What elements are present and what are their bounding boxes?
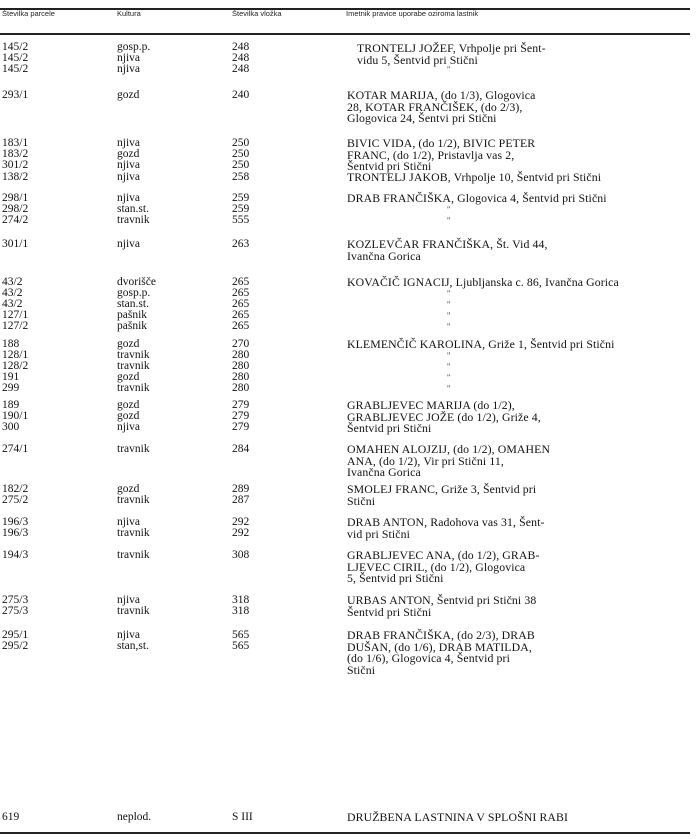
cell-kultura: gozd <box>117 89 140 101</box>
owner-line: Stični <box>347 493 376 508</box>
cell-kultura: dvorišče <box>117 276 156 288</box>
cell-vlozka: 250 <box>232 148 250 160</box>
ditto-mark: " <box>447 373 451 382</box>
cell-parcela: 183/1 <box>2 137 29 149</box>
ditto-mark: " <box>447 65 451 74</box>
cell-kultura: njiva <box>117 238 140 250</box>
owner-line: DRAB FRANČIŠKA, Glogovica 4, Šentvid pri Stični <box>347 191 607 205</box>
cell-kultura: travnik <box>117 382 150 394</box>
cell-parcela: 301/1 <box>2 238 29 250</box>
cell-parcela: 128/2 <box>2 360 29 372</box>
cell-parcela: 301/2 <box>2 159 29 171</box>
cell-vlozka: 265 <box>232 320 250 332</box>
owner-line: DUŠAN, (do 1/6), DRAB MATILDA, <box>347 639 532 654</box>
owner-line: (do 1/6), Glogovica 4, Šentvid pri <box>347 651 510 665</box>
cell-parcela: 183/2 <box>2 148 29 160</box>
cell-vlozka: 565 <box>232 640 250 652</box>
cell-parcela: 293/1 <box>2 89 29 101</box>
owner-line: GRABLJEVEC JOŽE (do 1/2), Griže 4, <box>347 409 541 424</box>
owner-line: GRABLJEVEC ANA, (do 1/2), GRAB- <box>347 548 540 562</box>
cell-parcela: 43/2 <box>2 298 23 310</box>
ditto-mark: " <box>447 311 451 320</box>
cell-vlozka: 280 <box>232 360 250 372</box>
owner-line: Ivančna Gorica <box>347 248 421 263</box>
cell-vlozka: 259 <box>232 203 250 215</box>
owner-line: vid pri Stični <box>347 526 411 541</box>
cell-parcela: 619 <box>2 811 20 823</box>
cell-vlozka: 292 <box>232 527 250 539</box>
cell-parcela: 127/2 <box>2 320 29 332</box>
ditto-mark: " <box>447 300 451 309</box>
ditto-mark: " <box>447 362 451 371</box>
cell-vlozka: 565 <box>232 629 250 641</box>
owner-line: 5, Šentvid pri Stični <box>347 571 444 585</box>
cell-vlozka: 270 <box>232 338 250 350</box>
cell-parcela: 189 <box>2 399 20 411</box>
cell-vlozka: 280 <box>232 382 250 394</box>
cell-kultura: travnik <box>117 360 150 372</box>
cell-parcela: 299 <box>2 382 20 394</box>
cell-parcela: 191 <box>2 371 20 383</box>
cell-parcela: 196/3 <box>2 527 29 539</box>
cell-parcela: 295/2 <box>2 640 29 652</box>
cell-parcela: 196/3 <box>2 516 29 528</box>
cell-kultura: pašnik <box>117 309 148 321</box>
owner-line: KOVAČIČ IGNACIJ, Ljubljanska c. 86, Ivančna Gorica <box>347 275 619 289</box>
cell-vlozka: 289 <box>232 483 250 495</box>
cell-vlozka: S III <box>232 811 253 823</box>
ditto-mark: " <box>447 205 451 214</box>
owner-line: DRAB ANTON, Radohova vas 31, Šent- <box>347 515 545 529</box>
cell-vlozka: 284 <box>232 443 250 455</box>
cell-kultura: njiva <box>117 192 140 204</box>
cell-kultura: travnik <box>117 549 150 561</box>
cell-kultura: travnik <box>117 605 150 617</box>
owner-line: ANA, (do 1/2), Vir pri Stični 11, <box>347 453 504 468</box>
cell-vlozka: 287 <box>232 494 250 506</box>
owner-line: KOZLEVČAR FRANČIŠKA, Št. Vid 44, <box>347 237 548 251</box>
cell-vlozka: 250 <box>232 137 250 149</box>
cell-parcela: 274/2 <box>2 214 29 226</box>
cell-vlozka: 248 <box>232 63 250 75</box>
owner-line: GRABLJEVEC MARIJA (do 1/2), <box>347 398 515 412</box>
owner-line: TRONTELJ JOŽEF, Vrhpolje pri Šent- <box>357 41 546 55</box>
cell-parcela: 145/2 <box>2 63 29 75</box>
cell-parcela: 128/1 <box>2 349 29 361</box>
cell-vlozka: 555 <box>232 214 250 226</box>
cell-vlozka: 280 <box>232 371 250 383</box>
ditto-mark: " <box>447 322 451 331</box>
cell-vlozka: 280 <box>232 349 250 361</box>
cell-kultura: stan,st. <box>117 640 149 652</box>
cell-parcela: 43/2 <box>2 287 23 299</box>
cell-kultura: travnik <box>117 214 150 226</box>
cell-parcela: 295/1 <box>2 629 29 641</box>
cell-vlozka: 318 <box>232 594 250 606</box>
header-lastnik: Imetnik pravice uporabe oziroma lastnik <box>346 9 479 18</box>
owner-line: FRANC, (do 1/2), Pristavlja vas 2, <box>347 147 515 162</box>
header-vlozka: Številka vložka <box>232 9 282 18</box>
owner-line: KOTAR MARIJA, (do 1/3), Glogovica <box>347 88 536 102</box>
owner-line: Šentvid pri Stični <box>347 159 432 173</box>
cell-kultura: gozd <box>117 371 140 383</box>
owner-line: LJEVEC CIRIL, (do 1/2), Glogovica <box>347 559 526 574</box>
cell-kultura: gozd <box>117 148 140 160</box>
cell-kultura: travnik <box>117 494 150 506</box>
cell-parcela: 194/3 <box>2 549 29 561</box>
cell-parcela: 298/2 <box>2 203 29 215</box>
cell-vlozka: 265 <box>232 309 250 321</box>
owner-line: KLEMENČIČ KAROLINA, Griže 1, Šentvid pri Stični <box>347 337 615 351</box>
ditto-mark: " <box>447 384 451 393</box>
table-bottom-rule <box>0 832 690 834</box>
cell-kultura: njiva <box>117 594 140 606</box>
owner-line: Ivančna Gorica <box>347 465 421 479</box>
header-kultura: Kultura <box>117 9 141 18</box>
cell-kultura: neplod. <box>117 811 152 823</box>
cell-kultura: gozd <box>117 399 140 411</box>
cell-vlozka: 308 <box>232 549 250 561</box>
cell-kultura: travnik <box>117 527 150 539</box>
cell-parcela: 43/2 <box>2 276 23 288</box>
cell-parcela: 188 <box>2 338 20 350</box>
cell-vlozka: 279 <box>232 399 250 411</box>
cell-kultura: njiva <box>117 137 140 149</box>
cell-vlozka: 248 <box>232 52 250 64</box>
owner-line: SMOLEJ FRANC, Griže 3, Šentvid pri <box>347 482 537 496</box>
ditto-mark: " <box>447 216 451 225</box>
cell-parcela: 145/2 <box>2 41 29 53</box>
owner-line: BIVIC VIDA, (do 1/2), BIVIC PETER <box>347 136 536 150</box>
owner-line: Glogovica 24, Šentvi pri Stični <box>347 111 497 125</box>
cell-parcela: 145/2 <box>2 52 29 64</box>
owner-line: Šentvid pri Stični <box>347 604 432 619</box>
cell-parcela: 275/3 <box>2 594 29 606</box>
cell-kultura: travnik <box>117 443 150 455</box>
header-parcela: Številka parcele <box>2 9 55 18</box>
cell-vlozka: 259 <box>232 192 250 204</box>
header-top-rule <box>0 8 690 10</box>
cell-parcela: 275/2 <box>2 494 29 506</box>
cell-vlozka: 265 <box>232 298 250 310</box>
cell-parcela: 298/1 <box>2 192 29 204</box>
cell-kultura: gosp.p. <box>117 41 151 53</box>
owner-line: TRONTELJ JAKOB, Vrhpolje 10, Šentvid pri Stični <box>347 170 602 184</box>
cell-kultura: stan.st. <box>117 203 149 215</box>
cell-kultura: njiva <box>117 63 140 75</box>
cell-vlozka: 263 <box>232 238 250 250</box>
cell-parcela: 300 <box>2 421 20 433</box>
owner-line: Šentvid pri Stični <box>347 421 432 435</box>
owner-line: vidu 5, Šentvid pri Stični <box>357 52 478 67</box>
cell-kultura: stan.st. <box>117 298 149 310</box>
cell-vlozka: 318 <box>232 605 250 617</box>
cell-kultura: pašnik <box>117 320 148 332</box>
ditto-mark: " <box>447 351 451 360</box>
cell-vlozka: 265 <box>232 287 250 299</box>
cell-kultura: gozd <box>117 338 140 350</box>
cell-kultura: njiva <box>117 629 140 641</box>
cell-kultura: njiva <box>117 516 140 528</box>
owner-line: 28, KOTAR FRANČIŠEK, (do 2/3), <box>347 99 523 114</box>
cell-vlozka: 279 <box>232 421 250 433</box>
cell-parcela: 127/1 <box>2 309 29 321</box>
cell-kultura: njiva <box>117 171 140 183</box>
owner-line: DRUŽBENA LASTNINA V SPLOŠNI RABI <box>347 810 569 824</box>
cell-kultura: gozd <box>117 410 140 422</box>
cell-kultura: travnik <box>117 349 150 361</box>
cell-parcela: 182/2 <box>2 483 29 495</box>
header-bottom-rule <box>0 33 690 35</box>
cell-vlozka: 265 <box>232 276 250 288</box>
ditto-mark: " <box>447 289 451 298</box>
cell-parcela: 274/1 <box>2 443 29 455</box>
owner-line: OMAHEN ALOJZIJ, (do 1/2), OMAHEN <box>347 442 551 456</box>
owner-line: DRAB FRANČIŠKA, (do 2/3), DRAB <box>347 628 535 642</box>
owner-line: Stični <box>347 662 376 677</box>
cell-vlozka: 292 <box>232 516 250 528</box>
cell-kultura: njiva <box>117 421 140 433</box>
cell-vlozka: 250 <box>232 159 250 171</box>
cell-vlozka: 279 <box>232 410 250 422</box>
cell-vlozka: 258 <box>232 171 250 183</box>
cell-kultura: gosp.p. <box>117 287 151 299</box>
cell-vlozka: 248 <box>232 41 250 53</box>
owner-line: URBAS ANTON, Šentvid pri Stični 38 <box>347 593 537 607</box>
cell-kultura: njiva <box>117 52 140 64</box>
cell-kultura: njiva <box>117 159 140 171</box>
cell-kultura: gozd <box>117 483 140 495</box>
cell-vlozka: 240 <box>232 89 250 101</box>
cell-parcela: 275/3 <box>2 605 29 617</box>
cell-parcela: 138/2 <box>2 171 29 183</box>
cell-parcela: 190/1 <box>2 410 29 422</box>
